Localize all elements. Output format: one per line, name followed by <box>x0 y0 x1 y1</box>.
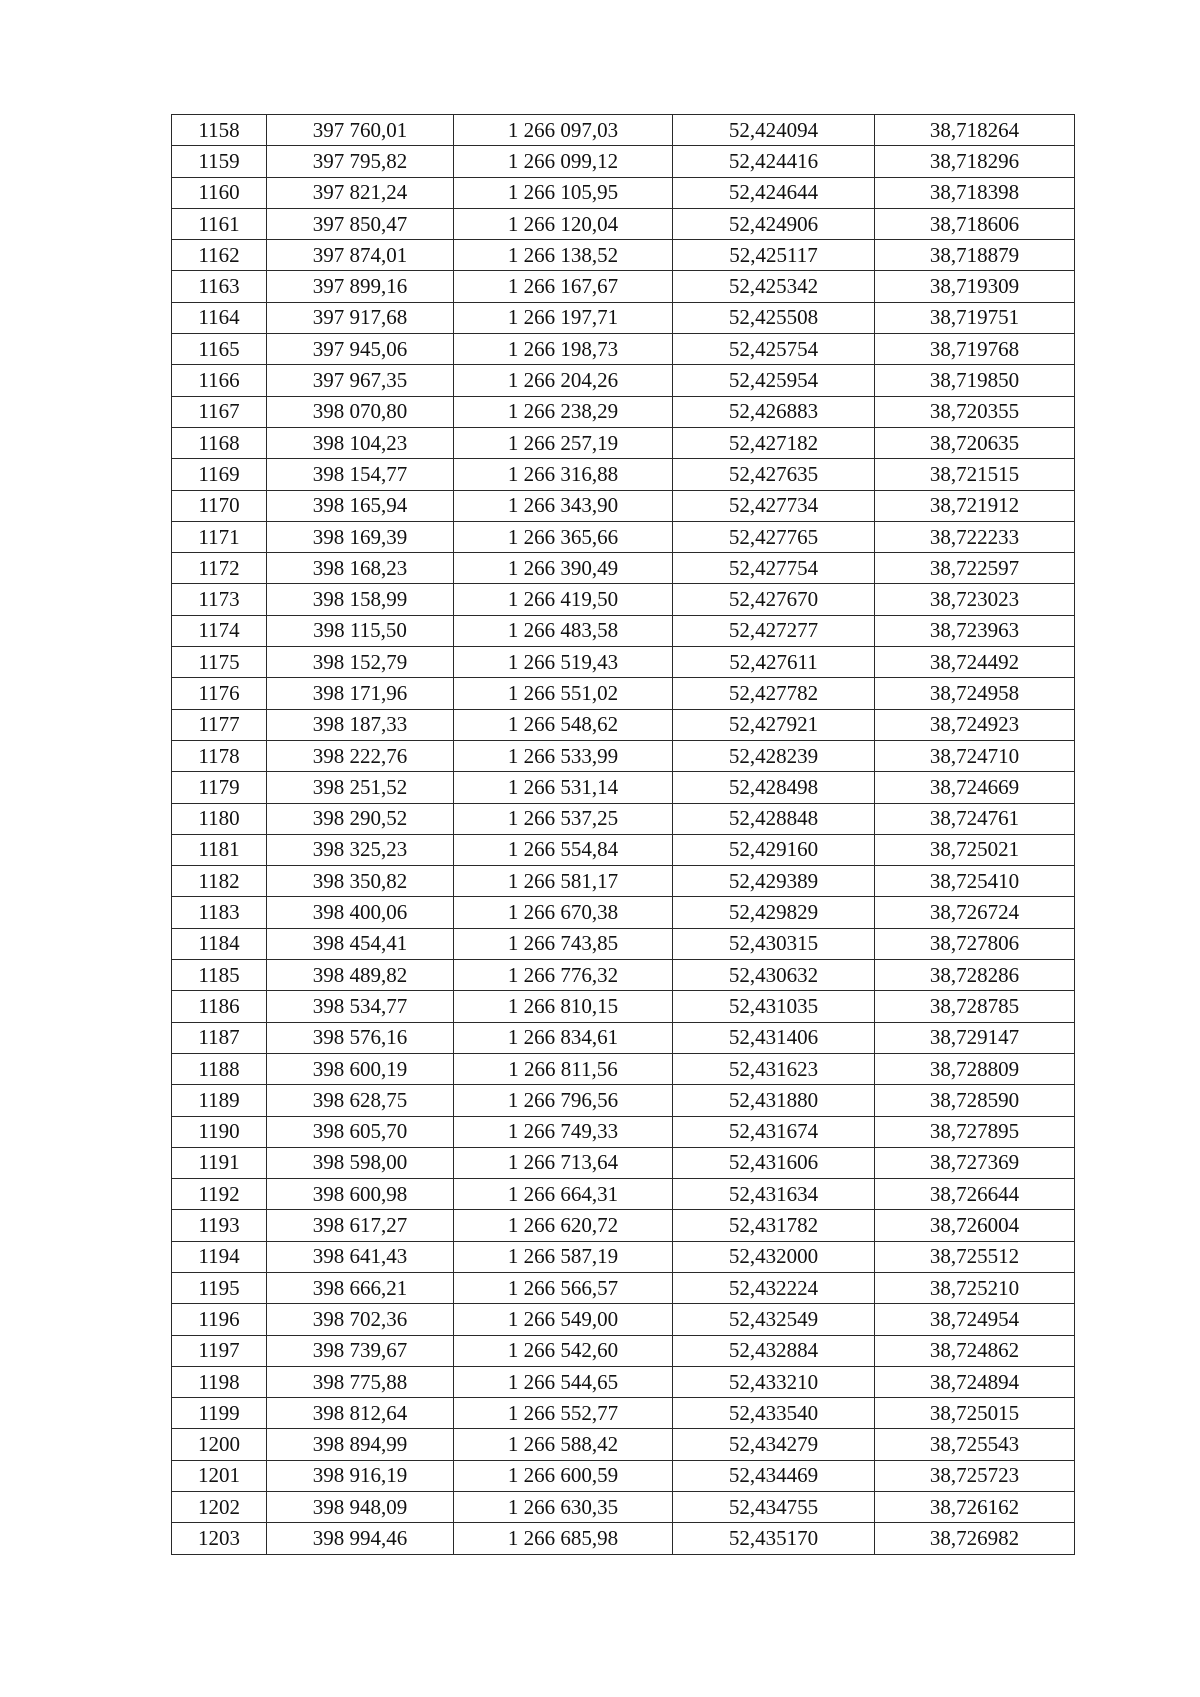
longitude-cell: 38,726982 <box>875 1523 1075 1554</box>
x-coordinate-cell: 398 104,23 <box>267 427 454 458</box>
latitude-cell: 52,428498 <box>673 772 875 803</box>
table-row <box>172 1022 1075 1053</box>
x-coordinate-cell: 398 171,96 <box>267 678 454 709</box>
x-coordinate-cell: 398 598,00 <box>267 1147 454 1178</box>
x-coordinate-cell: 398 489,82 <box>267 960 454 991</box>
latitude-cell: 52,433540 <box>673 1398 875 1429</box>
y-coordinate-cell: 1 266 776,32 <box>454 960 673 991</box>
latitude-cell: 52,434755 <box>673 1492 875 1523</box>
table-row <box>172 208 1075 239</box>
point-number-cell: 1189 <box>172 1085 267 1116</box>
latitude-cell: 52,434279 <box>673 1429 875 1460</box>
y-coordinate-cell: 1 266 664,31 <box>454 1179 673 1210</box>
y-coordinate-cell: 1 266 834,61 <box>454 1022 673 1053</box>
latitude-cell: 52,424416 <box>673 146 875 177</box>
longitude-cell: 38,725512 <box>875 1241 1075 1272</box>
y-coordinate-cell: 1 266 743,85 <box>454 928 673 959</box>
y-coordinate-cell: 1 266 483,58 <box>454 615 673 646</box>
latitude-cell: 52,427754 <box>673 553 875 584</box>
x-coordinate-cell: 397 899,16 <box>267 271 454 302</box>
point-number-cell: 1197 <box>172 1335 267 1366</box>
y-coordinate-cell: 1 266 600,59 <box>454 1460 673 1491</box>
table-row <box>172 647 1075 678</box>
point-number-cell: 1172 <box>172 553 267 584</box>
latitude-cell: 52,428848 <box>673 803 875 834</box>
table-row <box>172 1398 1075 1429</box>
table-row <box>172 1304 1075 1335</box>
latitude-cell: 52,431035 <box>673 991 875 1022</box>
point-number-cell: 1158 <box>172 115 267 146</box>
latitude-cell: 52,424644 <box>673 177 875 208</box>
x-coordinate-cell: 398 702,36 <box>267 1304 454 1335</box>
y-coordinate-cell: 1 266 620,72 <box>454 1210 673 1241</box>
longitude-cell: 38,724669 <box>875 772 1075 803</box>
table-row <box>172 928 1075 959</box>
y-coordinate-cell: 1 266 120,04 <box>454 208 673 239</box>
longitude-cell: 38,728785 <box>875 991 1075 1022</box>
longitude-cell: 38,722233 <box>875 521 1075 552</box>
longitude-cell: 38,718264 <box>875 115 1075 146</box>
point-number-cell: 1178 <box>172 740 267 771</box>
y-coordinate-cell: 1 266 105,95 <box>454 177 673 208</box>
x-coordinate-cell: 398 628,75 <box>267 1085 454 1116</box>
latitude-cell: 52,424906 <box>673 208 875 239</box>
point-number-cell: 1180 <box>172 803 267 834</box>
latitude-cell: 52,427670 <box>673 584 875 615</box>
point-number-cell: 1168 <box>172 427 267 458</box>
point-number-cell: 1176 <box>172 678 267 709</box>
latitude-cell: 52,432224 <box>673 1272 875 1303</box>
y-coordinate-cell: 1 266 749,33 <box>454 1116 673 1147</box>
y-coordinate-cell: 1 266 238,29 <box>454 396 673 427</box>
latitude-cell: 52,427182 <box>673 427 875 458</box>
y-coordinate-cell: 1 266 257,19 <box>454 427 673 458</box>
point-number-cell: 1195 <box>172 1272 267 1303</box>
longitude-cell: 38,725210 <box>875 1272 1075 1303</box>
longitude-cell: 38,728809 <box>875 1053 1075 1084</box>
x-coordinate-cell: 398 251,52 <box>267 772 454 803</box>
latitude-cell: 52,431634 <box>673 1179 875 1210</box>
coordinates-table <box>171 114 1075 1555</box>
x-coordinate-cell: 397 821,24 <box>267 177 454 208</box>
longitude-cell: 38,729147 <box>875 1022 1075 1053</box>
y-coordinate-cell: 1 266 419,50 <box>454 584 673 615</box>
longitude-cell: 38,724761 <box>875 803 1075 834</box>
y-coordinate-cell: 1 266 551,02 <box>454 678 673 709</box>
latitude-cell: 52,428239 <box>673 740 875 771</box>
point-number-cell: 1183 <box>172 897 267 928</box>
longitude-cell: 38,719309 <box>875 271 1075 302</box>
latitude-cell: 52,431606 <box>673 1147 875 1178</box>
latitude-cell: 52,431880 <box>673 1085 875 1116</box>
x-coordinate-cell: 398 165,94 <box>267 490 454 521</box>
y-coordinate-cell: 1 266 544,65 <box>454 1366 673 1397</box>
table-row <box>172 1241 1075 1272</box>
point-number-cell: 1170 <box>172 490 267 521</box>
table-row <box>172 1179 1075 1210</box>
point-number-cell: 1194 <box>172 1241 267 1272</box>
latitude-cell: 52,427921 <box>673 709 875 740</box>
table-row <box>172 1429 1075 1460</box>
x-coordinate-cell: 398 775,88 <box>267 1366 454 1397</box>
latitude-cell: 52,425754 <box>673 334 875 365</box>
point-number-cell: 1162 <box>172 240 267 271</box>
y-coordinate-cell: 1 266 531,14 <box>454 772 673 803</box>
latitude-cell: 52,427611 <box>673 647 875 678</box>
x-coordinate-cell: 398 916,19 <box>267 1460 454 1491</box>
longitude-cell: 38,718398 <box>875 177 1075 208</box>
longitude-cell: 38,728286 <box>875 960 1075 991</box>
longitude-cell: 38,724958 <box>875 678 1075 709</box>
table-row <box>172 521 1075 552</box>
longitude-cell: 38,724492 <box>875 647 1075 678</box>
table-row <box>172 678 1075 709</box>
longitude-cell: 38,720355 <box>875 396 1075 427</box>
x-coordinate-cell: 398 187,33 <box>267 709 454 740</box>
longitude-cell: 38,722597 <box>875 553 1075 584</box>
table-row <box>172 803 1075 834</box>
point-number-cell: 1198 <box>172 1366 267 1397</box>
latitude-cell: 52,430632 <box>673 960 875 991</box>
y-coordinate-cell: 1 266 138,52 <box>454 240 673 271</box>
table-row <box>172 740 1075 771</box>
x-coordinate-cell: 398 070,80 <box>267 396 454 427</box>
latitude-cell: 52,427734 <box>673 490 875 521</box>
point-number-cell: 1167 <box>172 396 267 427</box>
table-row <box>172 584 1075 615</box>
point-number-cell: 1175 <box>172 647 267 678</box>
x-coordinate-cell: 398 169,39 <box>267 521 454 552</box>
x-coordinate-cell: 398 641,43 <box>267 1241 454 1272</box>
table-row <box>172 1147 1075 1178</box>
longitude-cell: 38,724862 <box>875 1335 1075 1366</box>
table-row <box>172 396 1075 427</box>
point-number-cell: 1159 <box>172 146 267 177</box>
latitude-cell: 52,431782 <box>673 1210 875 1241</box>
x-coordinate-cell: 398 894,99 <box>267 1429 454 1460</box>
y-coordinate-cell: 1 266 685,98 <box>454 1523 673 1554</box>
point-number-cell: 1173 <box>172 584 267 615</box>
y-coordinate-cell: 1 266 204,26 <box>454 365 673 396</box>
table-row <box>172 960 1075 991</box>
x-coordinate-cell: 397 945,06 <box>267 334 454 365</box>
longitude-cell: 38,719768 <box>875 334 1075 365</box>
y-coordinate-cell: 1 266 552,77 <box>454 1398 673 1429</box>
longitude-cell: 38,727806 <box>875 928 1075 959</box>
y-coordinate-cell: 1 266 566,57 <box>454 1272 673 1303</box>
longitude-cell: 38,725015 <box>875 1398 1075 1429</box>
x-coordinate-cell: 398 576,16 <box>267 1022 454 1053</box>
latitude-cell: 52,433210 <box>673 1366 875 1397</box>
point-number-cell: 1171 <box>172 521 267 552</box>
longitude-cell: 38,726162 <box>875 1492 1075 1523</box>
x-coordinate-cell: 398 115,50 <box>267 615 454 646</box>
latitude-cell: 52,427765 <box>673 521 875 552</box>
latitude-cell: 52,435170 <box>673 1523 875 1554</box>
latitude-cell: 52,426883 <box>673 396 875 427</box>
point-number-cell: 1181 <box>172 834 267 865</box>
table-row <box>172 834 1075 865</box>
latitude-cell: 52,427277 <box>673 615 875 646</box>
latitude-cell: 52,431623 <box>673 1053 875 1084</box>
table-row <box>172 866 1075 897</box>
point-number-cell: 1200 <box>172 1429 267 1460</box>
longitude-cell: 38,727895 <box>875 1116 1075 1147</box>
table-row <box>172 427 1075 458</box>
longitude-cell: 38,721912 <box>875 490 1075 521</box>
point-number-cell: 1161 <box>172 208 267 239</box>
x-coordinate-cell: 398 600,98 <box>267 1179 454 1210</box>
x-coordinate-cell: 398 168,23 <box>267 553 454 584</box>
latitude-cell: 52,425342 <box>673 271 875 302</box>
table-row <box>172 1116 1075 1147</box>
latitude-cell: 52,427635 <box>673 459 875 490</box>
table-row <box>172 115 1075 146</box>
point-number-cell: 1191 <box>172 1147 267 1178</box>
x-coordinate-cell: 398 812,64 <box>267 1398 454 1429</box>
y-coordinate-cell: 1 266 167,67 <box>454 271 673 302</box>
y-coordinate-cell: 1 266 549,00 <box>454 1304 673 1335</box>
point-number-cell: 1186 <box>172 991 267 1022</box>
table-row <box>172 1523 1075 1554</box>
table-row <box>172 146 1075 177</box>
y-coordinate-cell: 1 266 810,15 <box>454 991 673 1022</box>
table-row <box>172 1335 1075 1366</box>
longitude-cell: 38,721515 <box>875 459 1075 490</box>
point-number-cell: 1179 <box>172 772 267 803</box>
latitude-cell: 52,425954 <box>673 365 875 396</box>
x-coordinate-cell: 398 454,41 <box>267 928 454 959</box>
y-coordinate-cell: 1 266 097,03 <box>454 115 673 146</box>
y-coordinate-cell: 1 266 198,73 <box>454 334 673 365</box>
longitude-cell: 38,726004 <box>875 1210 1075 1241</box>
x-coordinate-cell: 398 534,77 <box>267 991 454 1022</box>
y-coordinate-cell: 1 266 343,90 <box>454 490 673 521</box>
longitude-cell: 38,719850 <box>875 365 1075 396</box>
x-coordinate-cell: 398 154,77 <box>267 459 454 490</box>
point-number-cell: 1192 <box>172 1179 267 1210</box>
table-row <box>172 459 1075 490</box>
longitude-cell: 38,725021 <box>875 834 1075 865</box>
longitude-cell: 38,718606 <box>875 208 1075 239</box>
point-number-cell: 1190 <box>172 1116 267 1147</box>
y-coordinate-cell: 1 266 587,19 <box>454 1241 673 1272</box>
longitude-cell: 38,724954 <box>875 1304 1075 1335</box>
y-coordinate-cell: 1 266 197,71 <box>454 302 673 333</box>
table-row <box>172 302 1075 333</box>
longitude-cell: 38,724894 <box>875 1366 1075 1397</box>
table-row <box>172 271 1075 302</box>
y-coordinate-cell: 1 266 542,60 <box>454 1335 673 1366</box>
point-number-cell: 1165 <box>172 334 267 365</box>
point-number-cell: 1203 <box>172 1523 267 1554</box>
x-coordinate-cell: 397 917,68 <box>267 302 454 333</box>
y-coordinate-cell: 1 266 630,35 <box>454 1492 673 1523</box>
x-coordinate-cell: 398 666,21 <box>267 1272 454 1303</box>
longitude-cell: 38,728590 <box>875 1085 1075 1116</box>
longitude-cell: 38,727369 <box>875 1147 1075 1178</box>
longitude-cell: 38,718296 <box>875 146 1075 177</box>
x-coordinate-cell: 398 994,46 <box>267 1523 454 1554</box>
latitude-cell: 52,432000 <box>673 1241 875 1272</box>
point-number-cell: 1188 <box>172 1053 267 1084</box>
x-coordinate-cell: 398 222,76 <box>267 740 454 771</box>
table-row <box>172 1053 1075 1084</box>
latitude-cell: 52,425117 <box>673 240 875 271</box>
y-coordinate-cell: 1 266 796,56 <box>454 1085 673 1116</box>
latitude-cell: 52,424094 <box>673 115 875 146</box>
table-row <box>172 177 1075 208</box>
table-row <box>172 1272 1075 1303</box>
longitude-cell: 38,726724 <box>875 897 1075 928</box>
latitude-cell: 52,425508 <box>673 302 875 333</box>
x-coordinate-cell: 397 874,01 <box>267 240 454 271</box>
table-row <box>172 709 1075 740</box>
x-coordinate-cell: 398 400,06 <box>267 897 454 928</box>
y-coordinate-cell: 1 266 554,84 <box>454 834 673 865</box>
y-coordinate-cell: 1 266 713,64 <box>454 1147 673 1178</box>
longitude-cell: 38,719751 <box>875 302 1075 333</box>
y-coordinate-cell: 1 266 533,99 <box>454 740 673 771</box>
x-coordinate-cell: 397 850,47 <box>267 208 454 239</box>
table-body <box>172 115 1075 1555</box>
point-number-cell: 1177 <box>172 709 267 740</box>
point-number-cell: 1199 <box>172 1398 267 1429</box>
latitude-cell: 52,431674 <box>673 1116 875 1147</box>
y-coordinate-cell: 1 266 316,88 <box>454 459 673 490</box>
point-number-cell: 1184 <box>172 928 267 959</box>
point-number-cell: 1182 <box>172 866 267 897</box>
latitude-cell: 52,427782 <box>673 678 875 709</box>
point-number-cell: 1160 <box>172 177 267 208</box>
table-row <box>172 490 1075 521</box>
point-number-cell: 1166 <box>172 365 267 396</box>
table-row <box>172 365 1075 396</box>
latitude-cell: 52,434469 <box>673 1460 875 1491</box>
table-row <box>172 615 1075 646</box>
latitude-cell: 52,429160 <box>673 834 875 865</box>
y-coordinate-cell: 1 266 588,42 <box>454 1429 673 1460</box>
x-coordinate-cell: 398 152,79 <box>267 647 454 678</box>
y-coordinate-cell: 1 266 390,49 <box>454 553 673 584</box>
x-coordinate-cell: 398 617,27 <box>267 1210 454 1241</box>
point-number-cell: 1169 <box>172 459 267 490</box>
latitude-cell: 52,431406 <box>673 1022 875 1053</box>
table-row <box>172 1210 1075 1241</box>
y-coordinate-cell: 1 266 099,12 <box>454 146 673 177</box>
point-number-cell: 1202 <box>172 1492 267 1523</box>
x-coordinate-cell: 398 948,09 <box>267 1492 454 1523</box>
longitude-cell: 38,723023 <box>875 584 1075 615</box>
longitude-cell: 38,718879 <box>875 240 1075 271</box>
longitude-cell: 38,724710 <box>875 740 1075 771</box>
point-number-cell: 1196 <box>172 1304 267 1335</box>
point-number-cell: 1174 <box>172 615 267 646</box>
longitude-cell: 38,725543 <box>875 1429 1075 1460</box>
table-row <box>172 334 1075 365</box>
table-row <box>172 553 1075 584</box>
longitude-cell: 38,725410 <box>875 866 1075 897</box>
x-coordinate-cell: 398 325,23 <box>267 834 454 865</box>
x-coordinate-cell: 398 739,67 <box>267 1335 454 1366</box>
longitude-cell: 38,723963 <box>875 615 1075 646</box>
table-row <box>172 991 1075 1022</box>
y-coordinate-cell: 1 266 581,17 <box>454 866 673 897</box>
point-number-cell: 1185 <box>172 960 267 991</box>
y-coordinate-cell: 1 266 670,38 <box>454 897 673 928</box>
point-number-cell: 1187 <box>172 1022 267 1053</box>
x-coordinate-cell: 397 760,01 <box>267 115 454 146</box>
table-row <box>172 1085 1075 1116</box>
x-coordinate-cell: 398 290,52 <box>267 803 454 834</box>
y-coordinate-cell: 1 266 548,62 <box>454 709 673 740</box>
table-row <box>172 1366 1075 1397</box>
latitude-cell: 52,432884 <box>673 1335 875 1366</box>
longitude-cell: 38,725723 <box>875 1460 1075 1491</box>
point-number-cell: 1163 <box>172 271 267 302</box>
point-number-cell: 1164 <box>172 302 267 333</box>
longitude-cell: 38,726644 <box>875 1179 1075 1210</box>
table-row <box>172 772 1075 803</box>
y-coordinate-cell: 1 266 537,25 <box>454 803 673 834</box>
y-coordinate-cell: 1 266 811,56 <box>454 1053 673 1084</box>
x-coordinate-cell: 398 605,70 <box>267 1116 454 1147</box>
latitude-cell: 52,430315 <box>673 928 875 959</box>
point-number-cell: 1193 <box>172 1210 267 1241</box>
table-row <box>172 1492 1075 1523</box>
x-coordinate-cell: 397 795,82 <box>267 146 454 177</box>
point-number-cell: 1201 <box>172 1460 267 1491</box>
y-coordinate-cell: 1 266 365,66 <box>454 521 673 552</box>
x-coordinate-cell: 397 967,35 <box>267 365 454 396</box>
latitude-cell: 52,429829 <box>673 897 875 928</box>
y-coordinate-cell: 1 266 519,43 <box>454 647 673 678</box>
x-coordinate-cell: 398 158,99 <box>267 584 454 615</box>
x-coordinate-cell: 398 600,19 <box>267 1053 454 1084</box>
table-row <box>172 897 1075 928</box>
latitude-cell: 52,432549 <box>673 1304 875 1335</box>
longitude-cell: 38,724923 <box>875 709 1075 740</box>
table-row <box>172 1460 1075 1491</box>
latitude-cell: 52,429389 <box>673 866 875 897</box>
table-row <box>172 240 1075 271</box>
longitude-cell: 38,720635 <box>875 427 1075 458</box>
x-coordinate-cell: 398 350,82 <box>267 866 454 897</box>
